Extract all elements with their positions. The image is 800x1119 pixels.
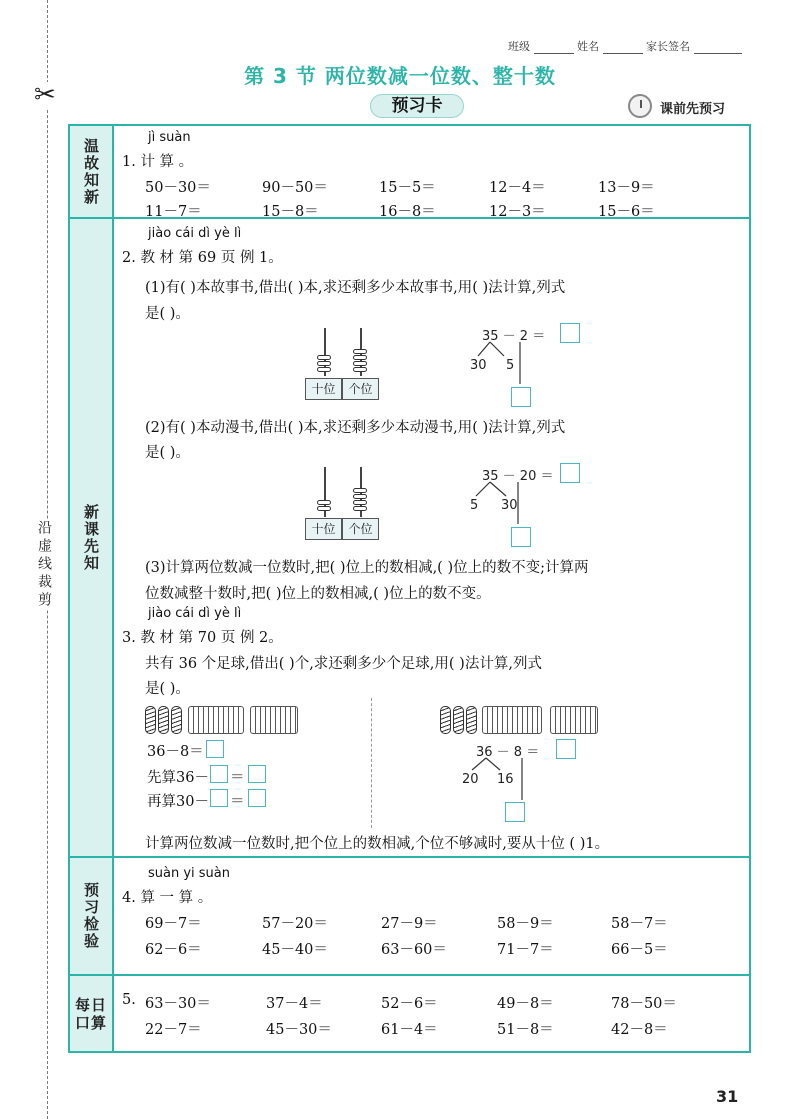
ones-place-label: 个位: [342, 518, 379, 540]
football-icon: [145, 706, 156, 734]
bead: [317, 355, 331, 360]
q2-part2-line1[interactable]: (2)有( )本动漫书,借出( )本,求还剩多少本动漫书,用( )法计算,列式: [145, 420, 566, 436]
answer-box[interactable]: [210, 765, 228, 783]
bead: [353, 506, 367, 511]
q5-item[interactable]: 52－6＝: [381, 996, 438, 1012]
q3-then-calc: 再算30－: [147, 794, 209, 810]
bead: [317, 367, 331, 372]
q4-item[interactable]: 27－9＝: [381, 916, 438, 932]
q1-title: 1. 计 算 。: [122, 154, 194, 170]
answer-box[interactable]: [248, 765, 266, 783]
q3-title: 3. 教 材 第 70 页 例 2。: [122, 630, 283, 646]
divider: [70, 974, 749, 976]
bead: [353, 355, 367, 360]
bead: [317, 361, 331, 366]
page-number: 31: [716, 1087, 739, 1106]
equals-sign: ＝: [230, 770, 245, 786]
q2-part3-line1[interactable]: (3)计算两位数减一位数时,把( )位上的数相减,( )位上的数不变;计算两: [145, 560, 589, 576]
section-daily-label: 每日口算: [70, 976, 114, 1051]
answer-box[interactable]: [505, 802, 525, 822]
card-title: 预习卡: [370, 94, 464, 118]
q4-item[interactable]: 69－7＝: [145, 916, 202, 932]
ball-bundle: [482, 706, 542, 734]
ball-bundle: [250, 706, 298, 734]
parent-label: 家长签名: [646, 40, 690, 53]
student-info-fields: [508, 38, 742, 54]
eq2: 35 － 20 ＝: [482, 469, 554, 484]
q4-item[interactable]: 71－7＝: [497, 942, 554, 958]
q1-item[interactable]: 15－5＝: [379, 180, 436, 196]
q3-line2[interactable]: 是( )。: [145, 681, 190, 697]
q2-pinyin: jiào cái dì yè lì: [148, 226, 242, 241]
bead: [353, 349, 367, 354]
bead: [353, 367, 367, 372]
q5-item[interactable]: 22－7＝: [145, 1022, 202, 1038]
class-label: 班级: [508, 40, 530, 53]
equals-sign: ＝: [230, 794, 245, 810]
answer-box[interactable]: [556, 739, 576, 759]
bead: [353, 494, 367, 499]
q1-item[interactable]: 13－9＝: [598, 180, 655, 196]
ball-bundle: [550, 706, 598, 734]
q1-item[interactable]: 16－8＝: [379, 204, 436, 220]
name-label: 姓名: [577, 40, 599, 53]
q5-item[interactable]: 45－30＝: [266, 1022, 332, 1038]
bead: [317, 506, 331, 511]
q1-item[interactable]: 15－6＝: [598, 204, 655, 220]
q1-item[interactable]: 12－3＝: [489, 204, 546, 220]
q3-split-ones: 16: [497, 772, 514, 787]
answer-box[interactable]: [248, 789, 266, 807]
divider: [70, 856, 749, 858]
q5-item[interactable]: 78－50＝: [611, 996, 677, 1012]
page-title: 第 3 节 两位数减一位数、整十数: [244, 64, 556, 88]
q4-title: 4. 算 一 算 。: [122, 890, 213, 906]
football-icon: [158, 706, 169, 734]
q4-pinyin: suàn yi suàn: [148, 866, 231, 881]
football-icon: [440, 706, 451, 734]
split2-tens: 30: [501, 498, 518, 513]
name-field[interactable]: [603, 42, 643, 54]
q1-item[interactable]: 12－4＝: [489, 180, 546, 196]
q4-item[interactable]: 58－9＝: [497, 916, 554, 932]
q5-label: 5.: [122, 992, 136, 1008]
q4-item[interactable]: 57－20＝: [262, 916, 328, 932]
answer-box[interactable]: [210, 789, 228, 807]
football-icon: [171, 706, 182, 734]
q1-pinyin: jì suàn: [148, 130, 191, 145]
q3-summary[interactable]: 计算两位数减一位数时,把个位上的数相减,个位不够减时,要从十位 ( )1。: [145, 836, 610, 852]
q1-item[interactable]: 15－8＝: [262, 204, 319, 220]
answer-box[interactable]: [206, 740, 224, 758]
bead: [317, 500, 331, 505]
split1-ones: 5: [506, 358, 515, 373]
section-new-label: 新课先知: [70, 219, 114, 856]
q4-item[interactable]: 58－7＝: [611, 916, 668, 932]
clock-icon: [628, 94, 652, 118]
bead: [353, 488, 367, 493]
section-review-label: 温故知新: [70, 126, 114, 217]
q2-part3-line2[interactable]: 位数减整十数时,把( )位上的数相减,( )位上的数不变。: [145, 586, 491, 602]
q5-item[interactable]: 42－8＝: [611, 1022, 668, 1038]
eq1: 35 － 2 ＝: [482, 329, 546, 344]
q4-item[interactable]: 45－40＝: [262, 942, 328, 958]
answer-box[interactable]: [511, 527, 531, 547]
q1-item[interactable]: 50－30＝: [145, 180, 211, 196]
answer-box[interactable]: [511, 387, 531, 407]
split2-ones: 5: [470, 498, 479, 513]
q3-line1[interactable]: 共有 36 个足球,借出( )个,求还剩多少个足球,用( )法计算,列式: [145, 656, 542, 672]
parent-signature-field[interactable]: [694, 42, 742, 54]
q3-pinyin: jiào cái dì yè lì: [148, 606, 242, 621]
q5-item[interactable]: 61－4＝: [381, 1022, 438, 1038]
q3-left-eq: 36－8＝: [147, 744, 204, 760]
bead: [353, 361, 367, 366]
football-icon: [453, 706, 464, 734]
q5-item[interactable]: 51－8＝: [497, 1022, 554, 1038]
q1-item[interactable]: 90－50＝: [262, 180, 328, 196]
split1-tens: 30: [470, 358, 487, 373]
q5-item[interactable]: 63－30＝: [145, 996, 211, 1012]
q4-item[interactable]: 62－6＝: [145, 942, 202, 958]
scissors-icon: ✂: [34, 80, 56, 110]
q2-part1-line2[interactable]: 是( )。: [145, 306, 190, 322]
q2-part2-line2[interactable]: 是( )。: [145, 445, 190, 461]
class-field[interactable]: [534, 42, 574, 54]
q3-first-calc: 先算36－: [147, 770, 209, 786]
q4-item[interactable]: 66－5＝: [611, 942, 668, 958]
bead: [353, 500, 367, 505]
ones-place-label: 个位: [342, 378, 379, 400]
ball-bundle: [188, 706, 244, 734]
answer-box[interactable]: [560, 463, 580, 483]
divider-dashed: [371, 698, 372, 828]
q2-title: 2. 教 材 第 69 页 例 1。: [122, 250, 283, 266]
tens-place-label: 十位: [305, 518, 342, 540]
football-icon: [466, 706, 477, 734]
q5-item[interactable]: 37－4＝: [266, 996, 323, 1012]
q5-item[interactable]: 49－8＝: [497, 996, 554, 1012]
q3-split-tens: 20: [462, 772, 479, 787]
q4-item[interactable]: 63－60＝: [381, 942, 447, 958]
preview-label: 课前先预习: [660, 102, 726, 117]
q2-part1-line1[interactable]: (1)有( )本故事书,借出( )本,求还剩多少本故事书,用( )法计算,列式: [145, 280, 566, 296]
answer-box[interactable]: [560, 323, 580, 343]
cut-instruction: 沿虚线裁剪: [38, 520, 58, 610]
tens-place-label: 十位: [305, 378, 342, 400]
q3-eq: 36 － 8 ＝: [476, 745, 540, 760]
q1-item[interactable]: 11－7＝: [145, 204, 202, 220]
section-check-label: 预习检验: [70, 858, 114, 974]
